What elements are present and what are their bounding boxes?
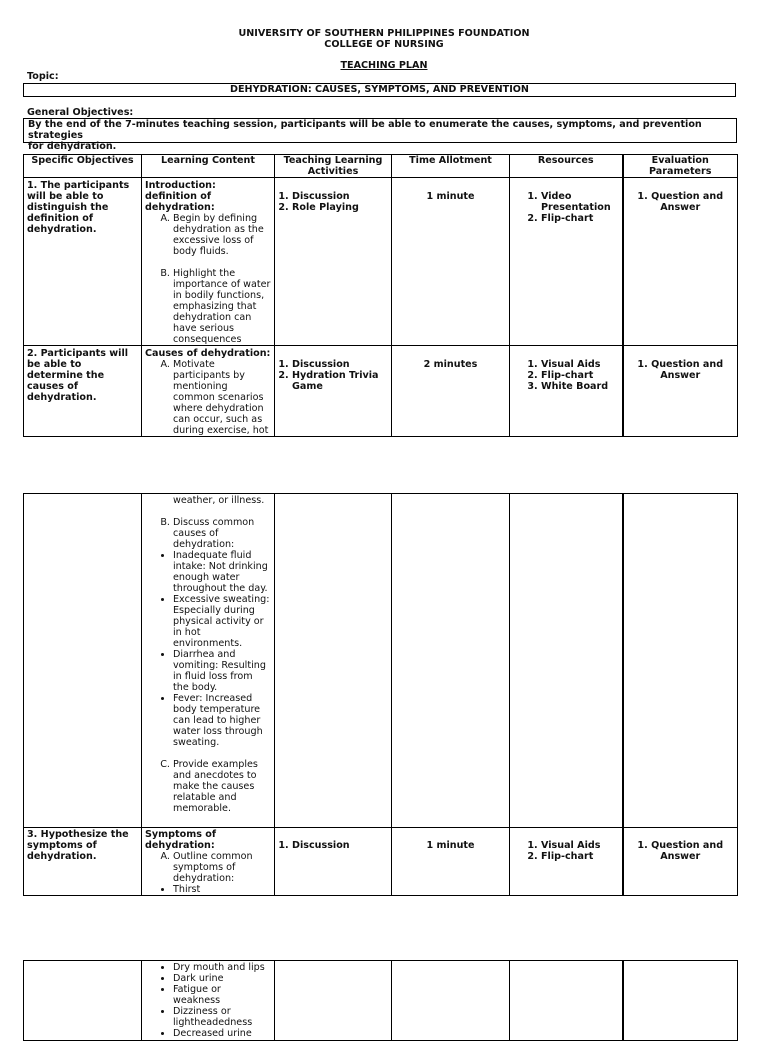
evaluation-cell: 1. Question and Answer (623, 178, 738, 346)
resources-cell: 1. Video Presentation 2. Flip-chart (510, 178, 623, 346)
general-objectives-line1: By the end of the 7-minutes teaching session, participants will be able to enumerate the causes, symptoms, and prevention strategies (28, 119, 702, 141)
header-specific-objectives: Specific Objectives (24, 155, 142, 178)
college-name: COLLEGE OF NURSING (324, 39, 444, 50)
content-cell: Introduction: definition of dehydration: A. Begin by defining dehydration as the excessive loss of body fluids. B. Highlight the importance of water in bodily functions, emphasizing that dehydration can have serious consequences (142, 178, 275, 346)
header-learning-content: Learning Content (142, 155, 275, 178)
content-cell: Symptoms of dehydration: A. Outline common symptoms of dehydration: • Thirst (142, 828, 275, 896)
activities-cell: 1. Discussion (275, 828, 392, 896)
time-cell (392, 961, 510, 1041)
objective-cell: 3. Hypothesize the symptoms of dehydration. (24, 828, 142, 896)
header-teaching-activities: Teaching Learning Activities (275, 155, 392, 178)
document-title: TEACHING PLAN (340, 60, 428, 71)
resources-cell (510, 961, 623, 1041)
topic-label: Topic: (27, 71, 59, 82)
table-row (24, 494, 738, 828)
header-time-allotment: Time Allotment (392, 155, 510, 178)
resources-cell (510, 494, 623, 828)
topic-box (23, 83, 736, 97)
university-name: UNIVERSITY OF SOUTHERN PHILIPPINES FOUNDATION (238, 28, 530, 39)
table-row (24, 961, 738, 1041)
content-cell: weather, or illness. B. Discuss common causes of dehydration: • Inadequate fluid intake: Not drinking enough water throughout the day. • Excessive sweating: Especially during physical activity or in hot environments. • Diarrhea and vomiting: Resulting in fluid loss from the body. • Fever: Increased body temperature can lead to higher water loss through sweating. C. Provide examples and anecdotes to make the causes relatable and memorable. (142, 494, 275, 828)
resources-cell: 1. Visual Aids 2. Flip-chart (510, 828, 623, 896)
activities-cell: 1. Discussion 2. Role Playing (275, 178, 392, 346)
time-cell: 2 minutes (392, 346, 510, 437)
table-header-row (24, 155, 738, 178)
objective-cell: 1. The participants will be able to distinguish the definition of dehydration. (24, 178, 142, 346)
table-row (24, 346, 738, 437)
evaluation-cell: 1. Question and Answer (623, 828, 738, 896)
table-row (24, 828, 738, 896)
activities-cell (275, 961, 392, 1041)
activities-cell: 1. Discussion 2. Hydration Trivia Game (275, 346, 392, 437)
header-evaluation: Evaluation Parameters (623, 155, 738, 178)
header-resources: Resources (510, 155, 623, 178)
topic-value: DEHYDRATION: CAUSES, SYMPTOMS, AND PREVENTION (230, 84, 529, 95)
teaching-plan-table-1 (23, 154, 738, 437)
teaching-plan-table-3 (23, 960, 738, 1041)
general-objectives-label: General Objectives: (27, 107, 134, 118)
evaluation-cell: 1. Question and Answer (623, 346, 738, 437)
content-cell: Causes of dehydration: A. Motivate participants by mentioning common scenarios where dehydration can occur, such as during exercise, hot (142, 346, 275, 437)
time-cell (392, 494, 510, 828)
time-cell: 1 minute (392, 828, 510, 896)
evaluation-cell (623, 494, 738, 828)
objective-cell (24, 494, 142, 828)
general-objectives-box (23, 118, 737, 152)
evaluation-cell (623, 961, 738, 1041)
objective-cell: 2. Participants will be able to determine the causes of dehydration. (24, 346, 142, 437)
time-cell: 1 minute (392, 178, 510, 346)
teaching-plan-table-2 (23, 493, 738, 896)
general-objectives-line2: for dehydration. (28, 141, 117, 152)
activities-cell (275, 494, 392, 828)
table-row (24, 178, 738, 346)
content-cell: • Dry mouth and lips • Dark urine • Fatigue or weakness • Dizziness or lightheadedness • Decreased urine (142, 961, 275, 1041)
resources-cell: 1. Visual Aids 2. Flip-chart 3. White Board (510, 346, 623, 437)
objective-cell (24, 961, 142, 1041)
